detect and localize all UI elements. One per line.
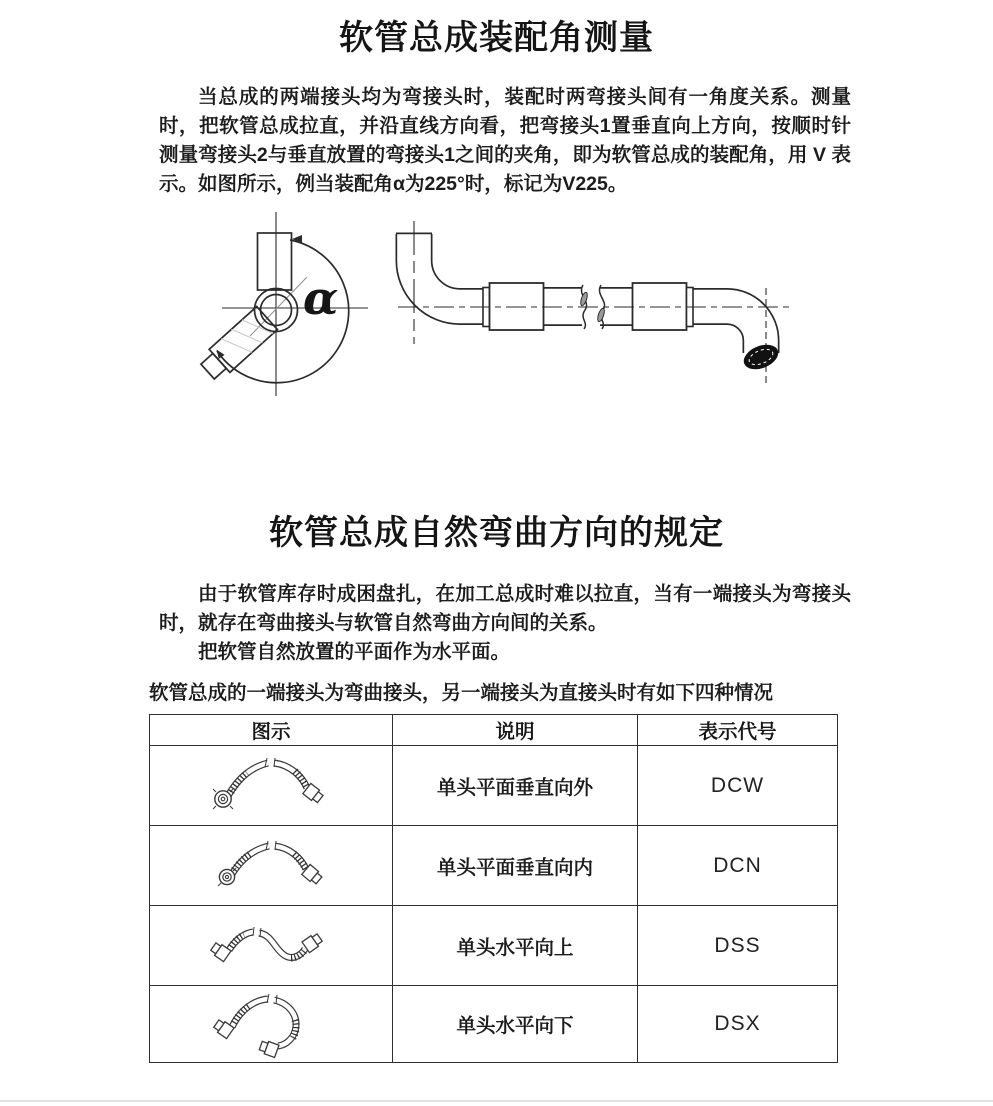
description-cell: 单头水平向上 [393,906,638,986]
paragraph-text: 由于软管库存时成困盘扎，在加工总成时难以拉直，当有一端接头为弯接头时，就存在弯曲接头与软管自然弯曲方向间的关系。 [159,583,851,634]
illustration-cell [150,906,393,986]
table-row [150,986,838,1063]
section1-title: 软管总成装配角测量 [339,19,654,57]
paragraph-text: 把软管自然放置的平面作为水平面。 [198,641,511,663]
arc-arrowhead [217,350,225,359]
assembly-angle-diagram [170,200,830,415]
assembly-angle-diagram-svg [170,200,830,415]
angle-alpha-label: α [303,271,339,325]
table-row [150,906,838,986]
code-cell: DSS [638,906,838,986]
paragraph-text: 当总成的两端接头均为弯接头时，装配时两弯接头间有一角度关系。测量时，把软管总成拉直，并沿直线方向看，把弯接头1置垂直向上方向，按顺时针测量弯接头2与垂直放置的弯接头1之间的夹角，即为软管总成的装配角，用 V 表示。如图所示，例当装配角α为225°时，标记为V225。 [159,86,851,195]
description-cell: 单头水平向下 [393,986,638,1063]
illustration-cell [150,986,393,1063]
description-cell: 单头平面垂直向内 [393,826,638,906]
code-cell: DCW [638,746,838,826]
description-cell: 单头平面垂直向外 [393,746,638,826]
hose-plane-vertical-inward-illustration [171,828,371,904]
section2-title: 软管总成自然弯曲方向的规定 [269,514,724,552]
hose-horizontal-down-illustration [171,986,371,1062]
section2-paragraphs [159,580,851,667]
hose-horizontal-up-illustration [171,908,371,984]
table-intro-line: 软管总成的一端接头为弯曲接头，另一端接头为直接头时有如下四种情况 [149,682,774,704]
table-header-row [150,715,838,746]
code-cell: DSX [638,986,838,1063]
illustration-cell [150,746,393,826]
angle-end-view [197,212,368,396]
hose-plane-vertical-outward-illustration [171,748,371,824]
header-description: 说明 [393,715,638,746]
scan-artifact-line [0,1100,993,1102]
table-row [150,746,838,826]
header-illustration: 图示 [150,715,393,746]
hose-direction-table [149,714,838,1063]
illustration-cell [150,826,393,906]
hose-side-view [396,221,793,385]
table-row [150,826,838,906]
section1-paragraph [159,83,851,199]
header-code: 表示代号 [638,715,838,746]
elbow1-fitting [258,233,292,290]
code-cell: DCN [638,826,838,906]
